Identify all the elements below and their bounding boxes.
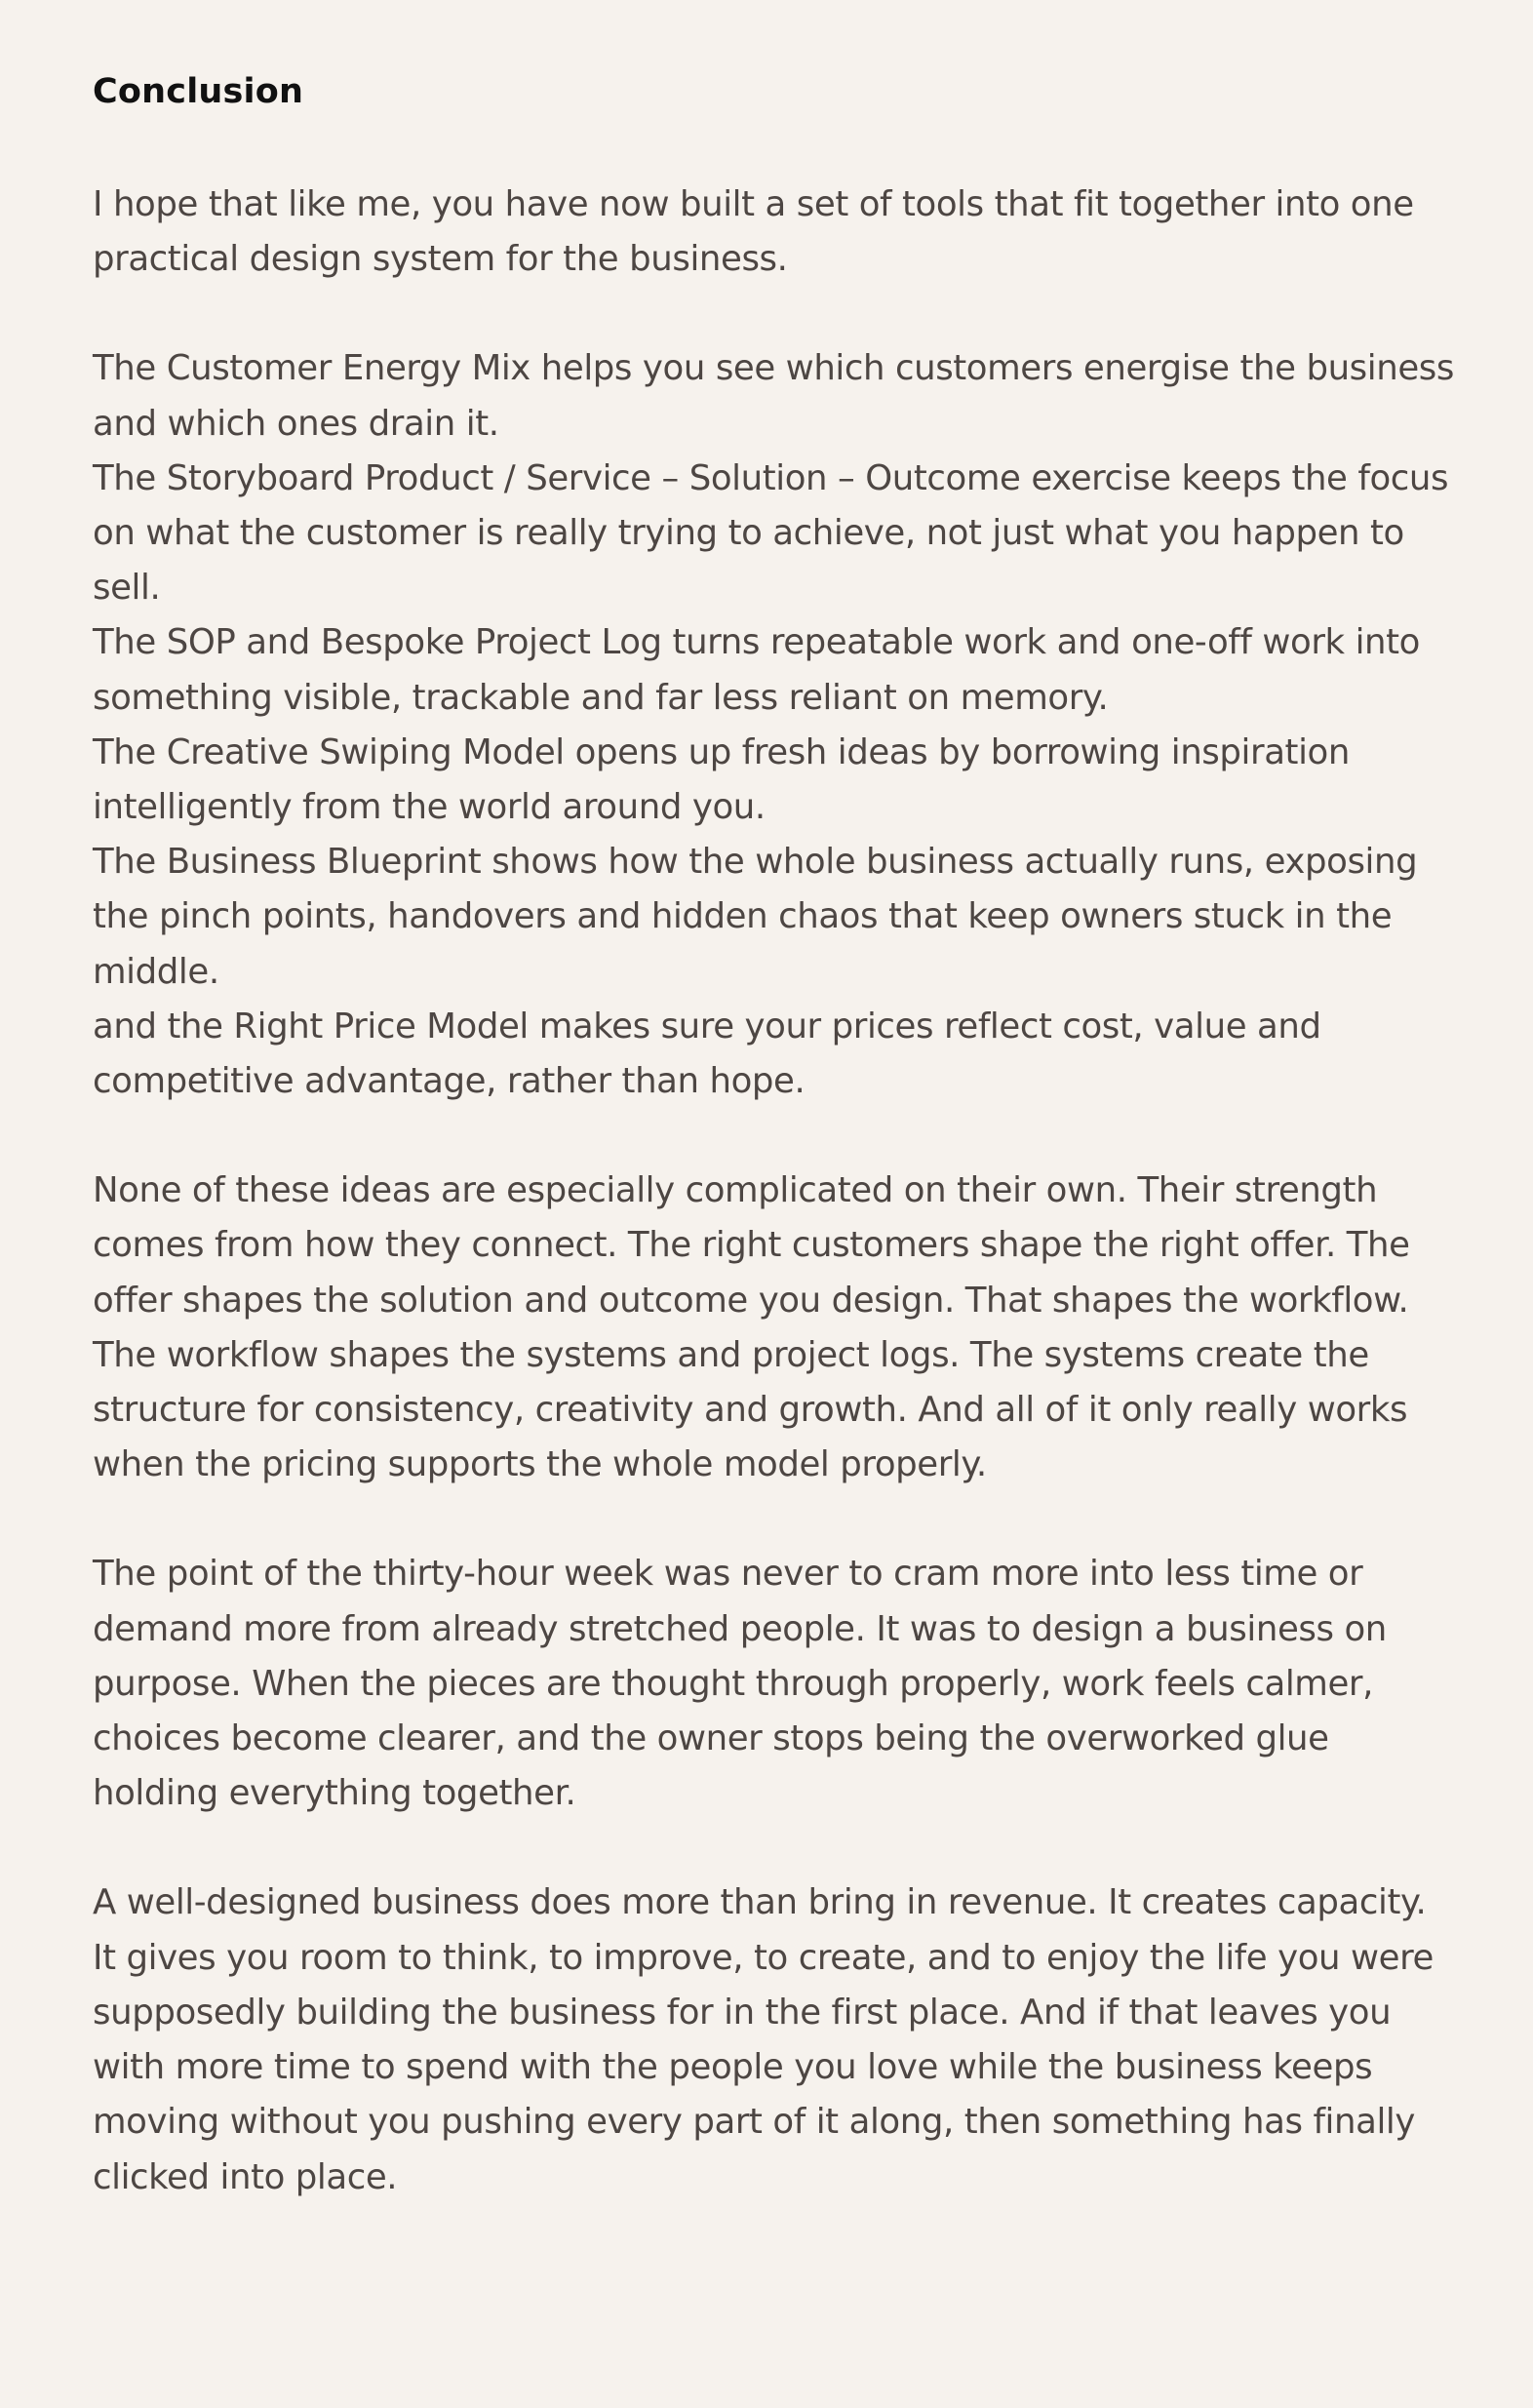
tool-item-storyboard: The Storyboard Product / Service – Solution – Outcome exercise keeps the focus on what the customer is really trying to achieve, not just what you happen to sell. — [93, 457, 1449, 609]
thirty-hour-week-paragraph: The point of the thirty-hour week was never to cram more into less time or demand more from already stretched people. It was to design a business on purpose. When the pieces are thought through properly, work feels calmer, choices become clearer, and the owner stops being the overworked glue holding everything together. — [93, 1554, 1387, 1814]
tool-item-right-price: and the Right Price Model makes sure your prices reflect cost, value and competitive advantage, rather than hope. — [93, 1006, 1321, 1102]
tools-list — [93, 341, 1454, 1109]
tool-item-business-blueprint: The Business Blueprint shows how the whole business actually runs, exposing the pinch points, handovers and hidden chaos that keep owners stuck in the middle. — [93, 842, 1418, 992]
tool-item-creative-swiping: The Creative Swiping Model opens up fresh ideas by borrowing inspiration intelligently from the world around you. — [93, 731, 1350, 828]
section-heading: Conclusion — [93, 72, 304, 111]
connect-paragraph: None of these ideas are especially complicated on their own. Their strength comes from how they connect. The right customers shape the right offer. The offer shapes the solution and outcome you design. That shapes the workflow. The workflow shapes the systems and project logs. The systems create the structure for consistency, creativity and growth. And all of it only really works when the pricing supports the whole model properly. — [93, 1170, 1410, 1485]
tool-item-customer-energy-mix: The Customer Energy Mix helps you see which customers energise the business and which ones drain it. — [93, 348, 1454, 444]
closing-paragraph: A well-designed business does more than bring in revenue. It creates capacity. It gives you room to think, to improve, to create, and to enjoy the life you were supposedly building the business for in the first place. And if that leaves you with more time to spend with the people you love while the business keeps moving without you pushing every part of it along, then something has finally clicked into place. — [93, 1882, 1434, 2197]
intro-paragraph: I hope that like me, you have now built a set of tools that fit together into one practical design system for the business. — [93, 184, 1414, 280]
tool-item-sop-project-log: The SOP and Bespoke Project Log turns repeatable work and one-off work into something visible, trackable and far less reliant on memory. — [93, 622, 1420, 718]
